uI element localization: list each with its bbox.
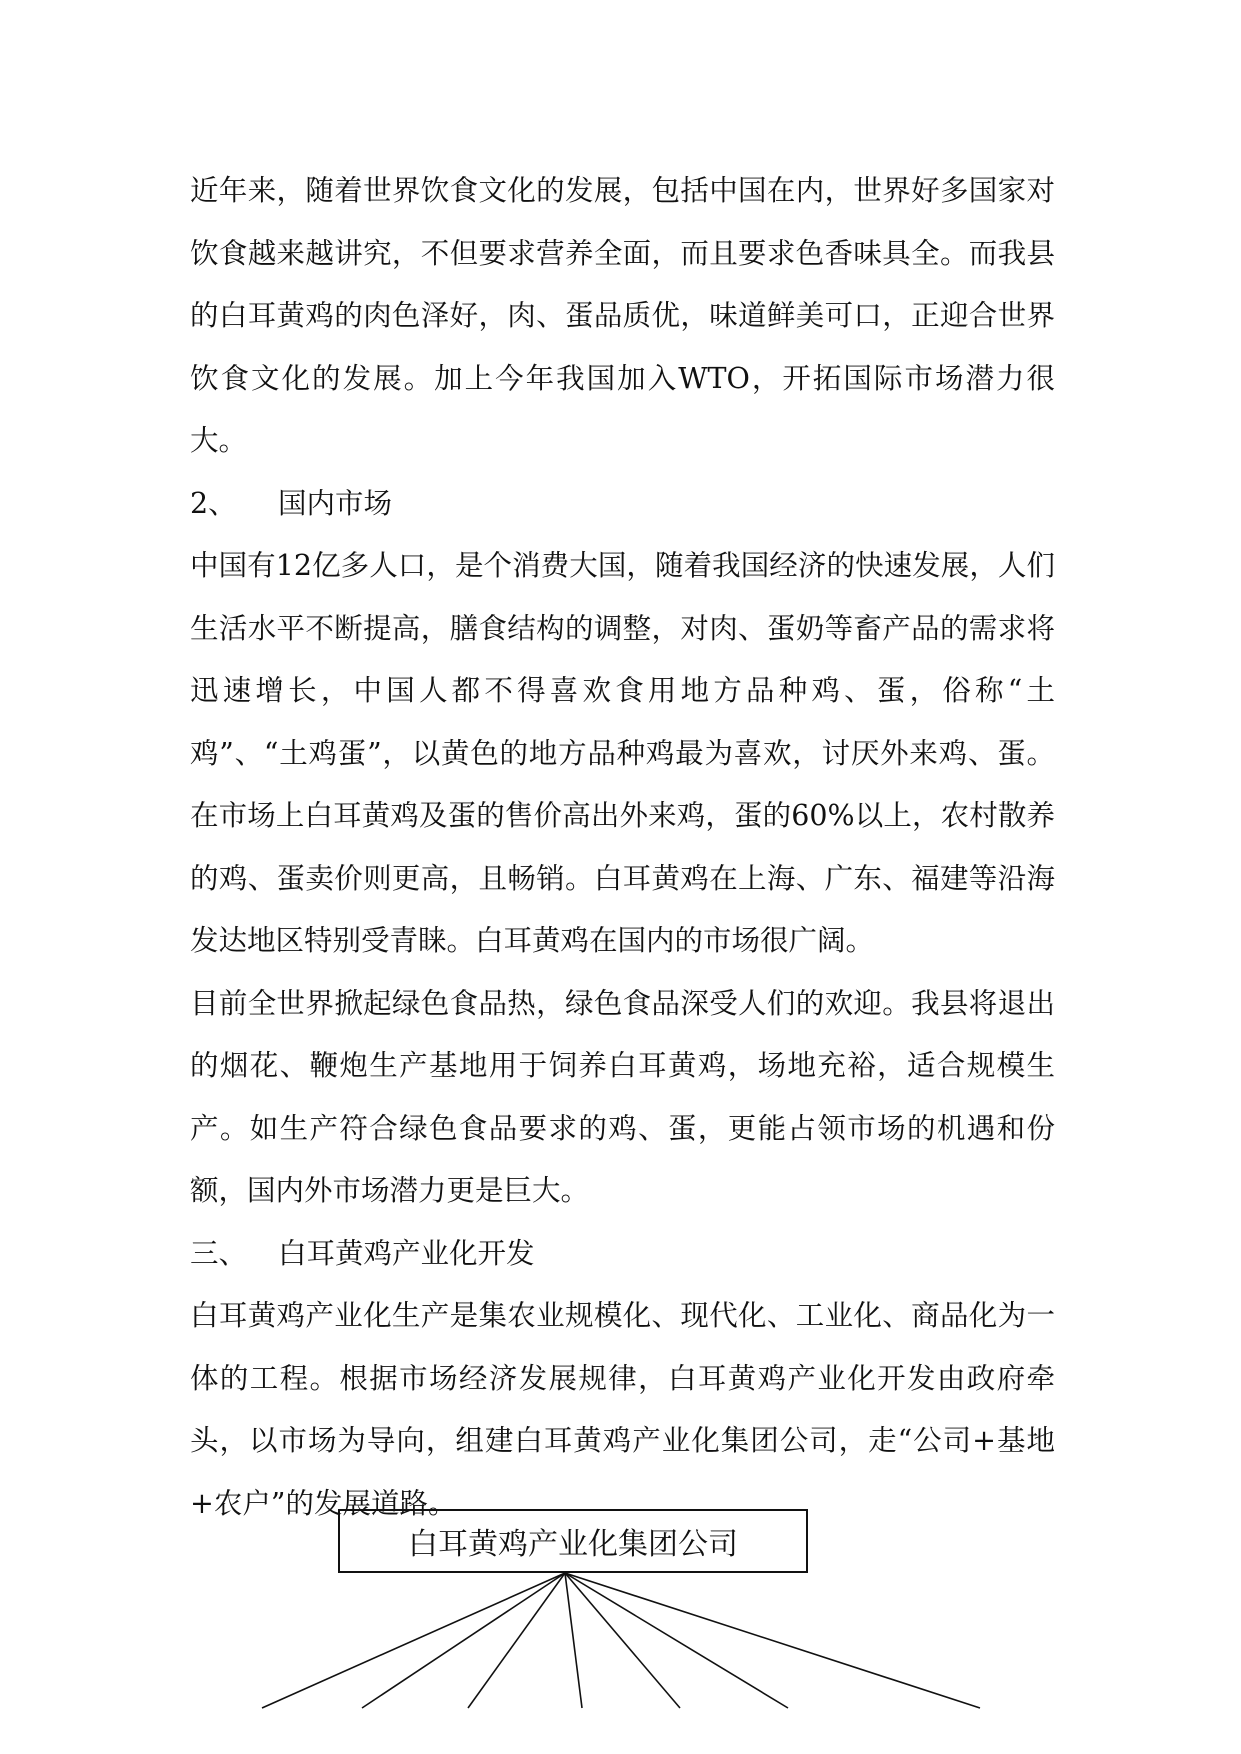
connector-line-4 xyxy=(565,1573,582,1708)
org-chart-root-box: 白耳黄鸡产业化集团公司 xyxy=(338,1509,808,1573)
connector-line-1 xyxy=(262,1573,565,1708)
connector-line-7 xyxy=(565,1573,980,1708)
heading-number: 三、 xyxy=(190,1236,248,1270)
paragraph-international-market: 近年来，随着世界饮食文化的发展，包括中国在内，世界好多国家对饮食越来越讲究，不但要求营养全面，而且要求色香味具全。而我县的白耳黄鸡的肉色泽好，肉、蛋品质优，味道鲜美可口，正迎合世界饮食文化的发展。加上今年我国加入WTO，开拓国际市场潜力很大。 xyxy=(190,174,1055,457)
section-heading-industrialization xyxy=(190,1223,1055,1286)
connector-line-6 xyxy=(565,1573,788,1708)
paragraph-industrialization: 白耳黄鸡产业化生产是集农业规模化、现代化、工业化、商品化为一体的工程。根据市场经济发展规律，白耳黄鸡产业化开发由政府牵头，以市场为导向，组建白耳黄鸡产业化集团公司，走“公司+基地+农户”的发展道路。 xyxy=(190,1299,1055,1520)
heading-number: 2、 xyxy=(190,486,237,520)
connector-line-2 xyxy=(362,1573,565,1708)
connector-line-3 xyxy=(468,1573,565,1708)
paragraph-green-food: 目前全世界掀起绿色食品热，绿色食品深受人们的欢迎。我县将退出的烟花、鞭炮生产基地用于饲养白耳黄鸡，场地充裕，适合规模生产。如生产符合绿色食品要求的鸡、蛋，更能占领市场的机遇和份额，国内外市场潜力更是巨大。 xyxy=(190,986,1055,1207)
document-body xyxy=(190,160,1055,1535)
paragraph-domestic-market: 中国有12亿多人口，是个消费大国，随着我国经济的快速发展，人们生活水平不断提高，膳食结构的调整，对肉、蛋奶等畜产品的需求将迅速增长，中国人都不得喜欢食用地方品种鸡、蛋，俗称“土鸡”、“土鸡蛋”，以黄色的地方品种鸡最为喜欢，讨厌外来鸡、蛋。在市场上白耳黄鸡及蛋的售价高出外来鸡，蛋的60%以上，农村散养的鸡、蛋卖价则更高，且畅销。白耳黄鸡在上海、广东、福建等沿海发达地区特别受青睐。白耳黄鸡在国内的市场很广阔。 xyxy=(190,549,1055,957)
section-heading-domestic-market xyxy=(190,473,1055,536)
heading-text: 国内市场 xyxy=(278,486,393,520)
connector-line-5 xyxy=(565,1573,680,1708)
heading-text: 白耳黄鸡产业化开发 xyxy=(278,1236,535,1270)
